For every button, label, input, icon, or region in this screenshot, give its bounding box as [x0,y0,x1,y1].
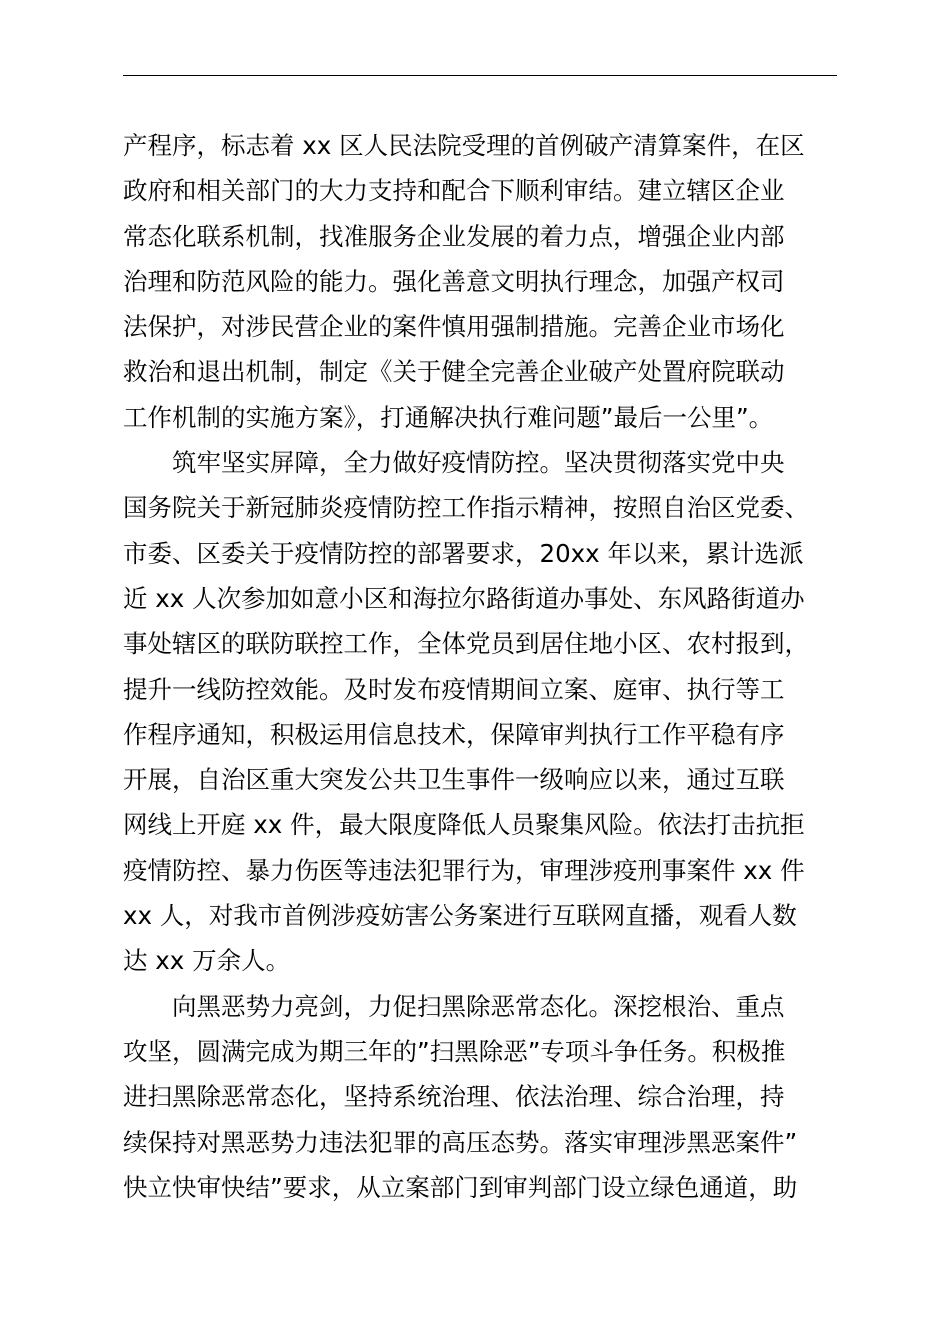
text-line: 疫情防控、暴力伤医等违法犯罪行为，审理涉疫刑事案件 xx 件 [123,855,805,885]
paragraph [123,123,837,440]
text-line: 筑牢坚实屏障，全力做好疫情防控。坚决贯彻落实党中央 [172,448,785,478]
paragraph [123,440,837,984]
text-line: 快立快审快结”要求，从立案部门到审判部门设立绿色通道，助 [123,1172,798,1202]
text-line: 工作机制的实施方案》，打通解决执行难问题”最后一公里”。 [123,402,774,432]
text-line: 市委、区委关于疫情防控的部署要求，20xx 年以来，累计选派 [123,538,804,568]
text-line: 向黑恶势力亮剑，力促扫黑除恶常态化。深挖根治、重点 [172,991,785,1021]
text-line: 攻坚，圆满完成为期三年的”扫黑除恶”专项斗争任务。积极推 [123,1036,786,1066]
text-line: 达 xx 万余人。 [123,946,291,976]
text-line: 产程序，标志着 xx 区人民法院受理的首例破产清算案件，在区 [123,131,805,160]
text-line: 治理和防范风险的能力。强化善意文明执行理念，加强产权司 [123,266,785,296]
text-line: 救治和退出机制，制定《关于健全完善企业破产处置府院联动 [123,357,785,387]
text-line: 开展，自治区重大突发公共卫生事件一级响应以来，通过互联 [123,765,785,795]
text-line: 提升一线防控效能。及时发布疫情期间立案、庭审、执行等工 [123,674,785,704]
text-line: 政府和相关部门的大力支持和配合下顺利审结。建立辖区企业 [123,176,785,206]
header-rule [123,75,837,76]
text-line: 法保护，对涉民营企业的案件慎用强制措施。完善企业市场化 [123,312,785,342]
text-line: 进扫黑除恶常态化，坚持系统治理、依法治理、综合治理，持 [123,1082,785,1112]
document-body [123,123,837,1210]
text-line: 国务院关于新冠肺炎疫情防控工作指示精神，按照自治区党委、 [123,493,809,523]
text-line: 事处辖区的联防联控工作，全体党员到居住地小区、农村报到， [123,629,809,659]
text-line: 常态化联系机制，找准服务企业发展的着力点，增强企业内部 [123,221,785,251]
text-line: 网线上开庭 xx 件，最大限度降低人员聚集风险。依法打击抗拒 [123,810,805,840]
paragraph [123,984,837,1210]
text-line: 作程序通知，积极运用信息技术，保障审判执行工作平稳有序 [123,719,785,749]
text-line: xx 人，对我市首例涉疫妨害公务案进行互联网直播，观看人数 [123,901,797,931]
text-line: 续保持对黑恶势力违法犯罪的高压态势。落实审理涉黑恶案件” [123,1127,798,1157]
text-line: 近 xx 人次参加如意小区和海拉尔路街道办事处、东风路街道办 [123,583,805,613]
